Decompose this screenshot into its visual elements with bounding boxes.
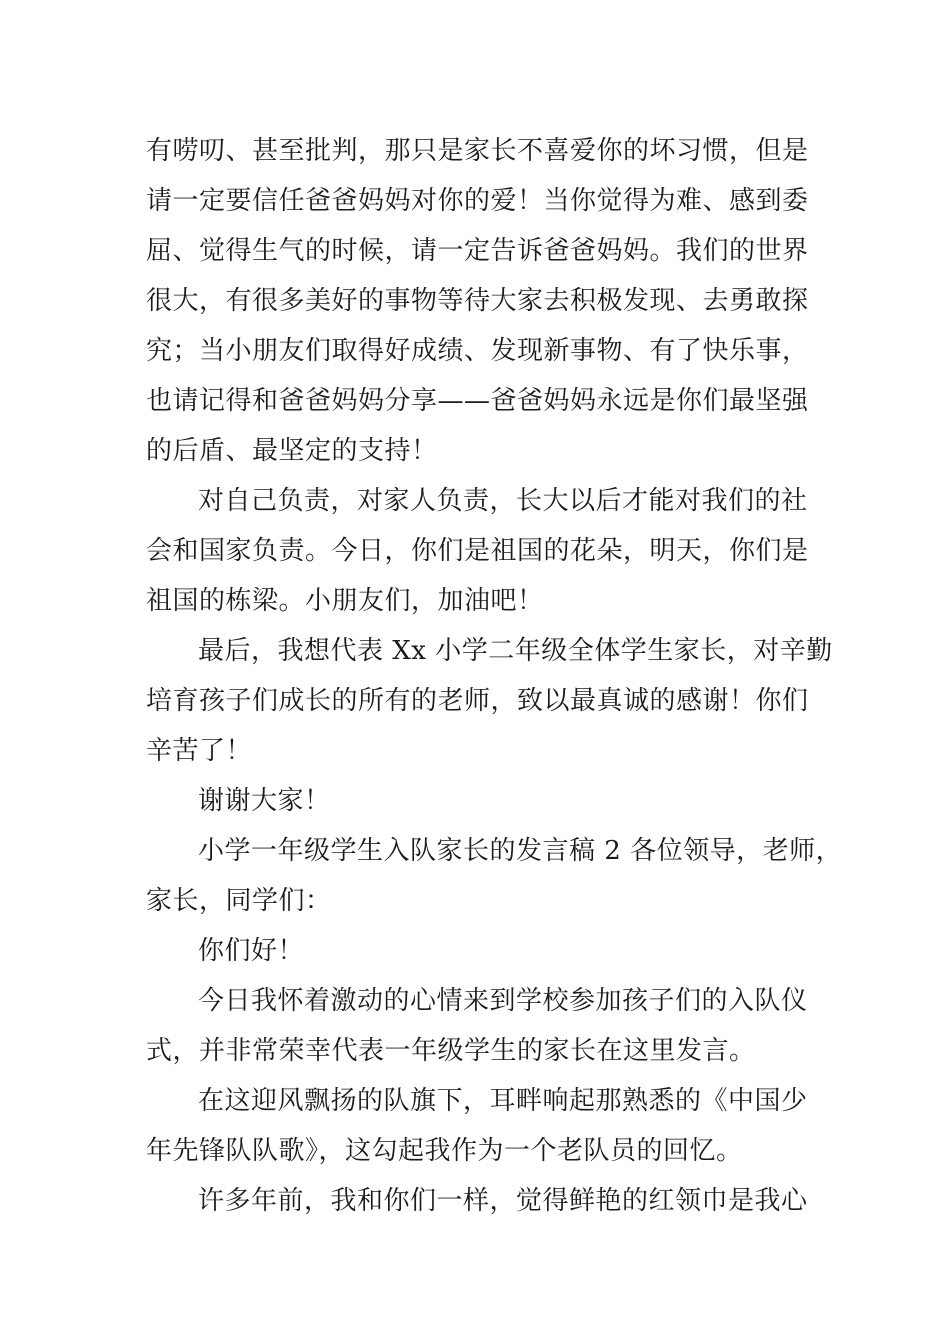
paragraph-first-line: 许多年前，我和你们一样，觉得鲜艳的红领巾是我心: [198, 1186, 808, 1216]
paragraph-first-line: 小学一年级学生入队家长的发言稿 2 各位领导，老师，: [198, 836, 843, 866]
text-line: 会和国家负责。今日，你们是祖国的花朵，明天，你们是: [146, 536, 809, 566]
text-line: 培育孩子们成长的所有的老师，致以最真诚的感谢！你们: [146, 686, 809, 716]
paragraph-first-line: 最后，我想代表 Xx 小学二年级全体学生家长，对辛勤: [198, 636, 833, 666]
text-line: 请一定要信任爸爸妈妈对你的爱！当你觉得为难、感到委: [146, 186, 809, 216]
paragraph-first-line: 今日我怀着激动的心情来到学校参加孩子们的入队仪: [198, 986, 808, 1016]
text-line: 祖国的栋梁。小朋友们，加油吧！: [146, 586, 544, 616]
text-line: 的后盾、最坚定的支持！: [146, 436, 438, 466]
text-line: 究；当小朋友们取得好成绩、发现新事物、有了快乐事，: [146, 336, 809, 366]
paragraph-first-line: 对自己负责，对家人负责，长大以后才能对我们的社: [198, 486, 808, 516]
text-line: 屈、觉得生气的时候，请一定告诉爸爸妈妈。我们的世界: [146, 236, 809, 266]
text-line: 式，并非常荣幸代表一年级学生的家长在这里发言。: [146, 1036, 756, 1066]
paragraph-first-line: 谢谢大家！: [198, 786, 331, 816]
text-line: 有唠叨、甚至批判，那只是家长不喜爱你的坏习惯，但是: [146, 136, 809, 166]
text-line: 家长，同学们：: [146, 886, 332, 916]
text-line: 年先锋队队歌》，这勾起我作为一个老队员的回忆。: [146, 1136, 743, 1166]
text-line: 辛苦了！: [146, 736, 253, 766]
text-line: 很大，有很多美好的事物等待大家去积极发现、去勇敢探: [146, 286, 809, 316]
text-line: 也请记得和爸爸妈妈分享——爸爸妈妈永远是你们最坚强: [146, 386, 809, 416]
paragraph-first-line: 你们好！: [198, 936, 305, 966]
paragraph-first-line: 在这迎风飘扬的队旗下，耳畔响起那熟悉的《中国少: [198, 1086, 808, 1116]
